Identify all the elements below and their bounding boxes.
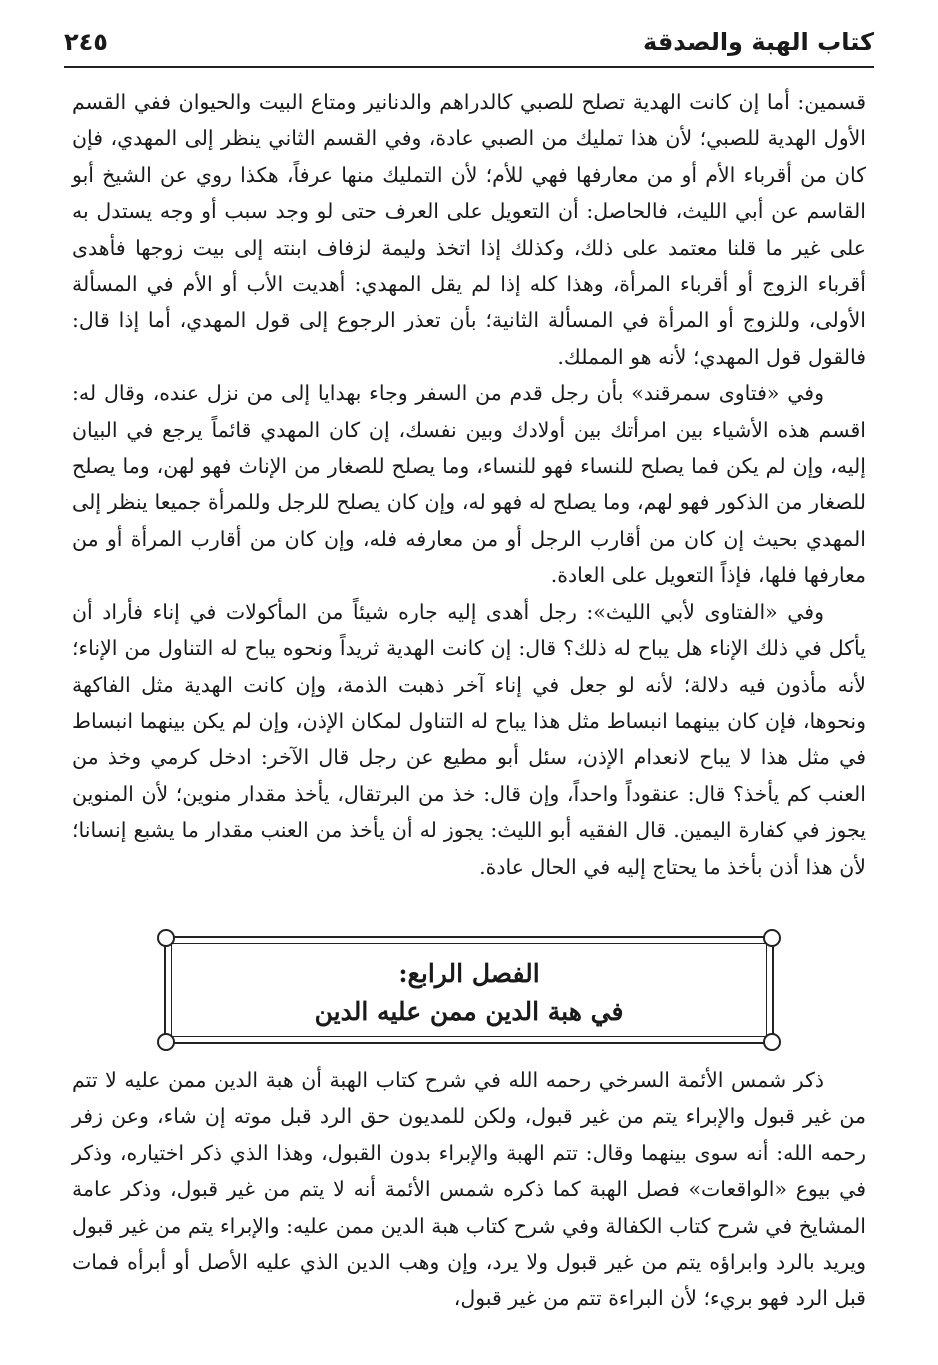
running-head (64, 22, 874, 62)
frame-corner-ornament (763, 929, 781, 947)
page-number: ٢٤٥ (64, 28, 108, 56)
body-text-bottom (72, 1062, 866, 1317)
section-title: الفصل الرابع: (398, 959, 540, 988)
frame-corner-ornament (157, 1033, 175, 1051)
paragraph: وفي «فتاوى سمرقند» بأن رجل قدم من السفر وجاء بهدايا إلى من نزل عنده، وقال له: اقسم هذه الأشياء بين امرأتك بين أولادك وبين نفسك، إن كان المهدي قائماً يرجع في البيان إليه، وإن لم يكن فما يصلح للنساء فهو للنساء، وما يصلح للصغار من الإناث فهو لهن، وما يصلح للصغار من الذكور فهو لهم، وما يصلح له فهو له، وإن كان يصلح للرجل وللمرأة جميعا ينظر إلى المهدي بحيث إن كان من أقارب الرجل أو من معارفه فله، وإن كان من أقارب المرأة أو من معارفها فلها، فإذاً التعويل على العادة. (72, 381, 866, 588)
frame-corner-ornament (157, 929, 175, 947)
frame-corner-ornament (763, 1033, 781, 1051)
body-text-top (72, 84, 866, 885)
section-heading-frame (164, 936, 774, 1044)
paragraph: قسمين: أما إن كانت الهدية تصلح للصبي كالدراهم والدنانير ومتاع البيت والحيوان ففي القسم الأول الهدية للصبي؛ لأن هذا تمليك من الصبي عادة، وفي القسم الثاني ينظر إلى المهدي، فإن كان من أقرباء الأم أو من معارفها فهي للأم؛ لأن التمليك منها عرفاً، هكذا روي عن الشيخ أبو القاسم عن أبي الليث، فالحاصل: أن التعويل على العرف حتى لو وجد سبب أو وجه يستدل به على غير ما قلنا معتمد على ذلك، وكذلك إذا اتخذ وليمة لزفاف ابنته إلى بيت زوجها فأهدى أقرباء الزوج أو أقرباء المرأة، وهذا كله إذا لم يقل المهدي: أهديت الأب أو الأم في المسألة الأولى، وللزوج أو المرأة في المسألة الثانية؛ بأن تعذر الرجوع إلى قول المهدي، أما إذا قال: فالقول قول المهدي؛ لأنه هو المملك. (72, 90, 866, 369)
section-subtitle: في هبة الدين ممن عليه الدين (314, 997, 624, 1026)
header-divider (64, 66, 874, 68)
paragraph: ذكر شمس الأئمة السرخي رحمه الله في شرح كتاب الهبة أن هبة الدين ممن عليه لا تتم من غير قبول والإبراء يتم من غير قبول، ولكن للمديون حق الرد قبل موته إن شاء، وعن زفر رحمه الله: أنه سوى بينهما وقال: تتم الهبة والإبراء بدون القبول، وهذا الذي ذكر اختياره، وذكر في بيوع «الواقعات» فصل الهبة كما ذكره شمس الأئمة أنه لا يتم من غير قبول، وذكر عامة المشايخ في شرح كتاب الكفالة وفي شرح كتاب هبة الدين ممن عليه: والإبراء يتم من غير قبول ويريد بالرد وابراؤه يتم من غير قبول ولا يرد، وإن وهب الدين الذي عليه الأصل أو أبرأه فمات قبل الرد فهو بريء؛ لأن البراءة تتم من غير قبول، (72, 1068, 866, 1311)
paragraph: وفي «الفتاوى لأبي الليث»: رجل أهدى إليه جاره شيئاً من المأكولات في إناء فأراد أن يأكل في ذلك الإناء هل يباح له ذلك؟ قال: إن كانت الهدية ثريداً ونحوه يباح له التناول من الإناء؛ لأنه مأذون فيه دلالة؛ لأنه لو جعل في إناء آخر ذهبت الذمة، وإن كانت الهدية مثل الفاكهة ونحوها، فإن كان بينهما انبساط مثل هذا يباح له التناول لمكان الإذن، وإن لم يكن بينهما انبساط في مثل هذا لا يباح لانعدام الإذن، سئل أبو مطيع عن رجل قال الآخر: ادخل كرمي وخذ من العنب كم يأخذ؟ قال: عنقوداً واحداً، وإن قال: خذ من البرتقال، يأخذ مقدار منوين؛ لأن المنوين يجوز في كفارة اليمين. قال الفقيه أبو الليث: يجوز له أن يأخذ من العنب مقدار ما يشبع إنسانا؛ لأن هذا أذن بأخذ ما يحتاج إليه في الحال عادة. (72, 599, 866, 879)
book-title: كتاب الهبة والصدقة (643, 28, 874, 56)
